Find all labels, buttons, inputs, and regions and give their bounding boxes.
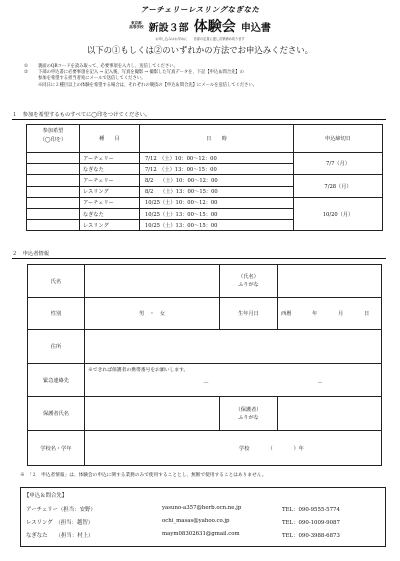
guardian-row	[28, 397, 382, 431]
datetime-cell: 7/12 （土）10：00～12：00	[140, 153, 294, 164]
event-cell: レスリング	[80, 186, 140, 197]
participation-cell[interactable]	[27, 153, 80, 164]
participation-cell[interactable]	[27, 220, 80, 231]
event-title: 体験会	[193, 19, 236, 35]
header-datetime: 日 時	[140, 125, 294, 153]
note-text: 下部の申込書に必要事項を記入 → 記入後、写真を撮影 → 撮影した写真データを、下記【申込＆問合先】の	[38, 70, 245, 76]
note-item	[24, 83, 384, 89]
birth-input[interactable]: 西暦 年 月 日	[278, 298, 382, 330]
event-cell: アーチェリー	[80, 175, 140, 186]
note-number	[24, 83, 38, 89]
schedule-header-row	[27, 125, 383, 153]
header-participation-text: 参加希望 （◯印を）	[39, 128, 67, 143]
header-deadline: 申込締切日	[294, 125, 383, 153]
note-text: 参加を希望する担当者宛にメールで送信してください。	[38, 76, 146, 82]
event-cell: なぎなた	[80, 208, 140, 219]
contact-title: 【申込＆問合先】	[24, 493, 68, 499]
contact-dept: アーチェリー（担当：安野）	[26, 507, 96, 513]
gender-label: 性別	[28, 298, 85, 330]
header-participation	[27, 125, 80, 153]
note-text: 裏面のQRコードを読み取って、必要事項を入力し、送信してください。	[38, 64, 178, 69]
section1-title: １ 参加を希望するものすべてに◯印をつけてください。	[12, 112, 151, 118]
participation-cell[interactable]	[27, 208, 80, 219]
contact-tel[interactable]: TEL：090-3988-6873	[282, 533, 340, 539]
form-type-label: 申込書	[240, 23, 271, 34]
instruction-notes	[24, 64, 384, 89]
name-kana-input[interactable]	[278, 265, 382, 298]
datetime-cell: 8/2 （土）10：00～12：00	[140, 175, 294, 186]
name-row	[28, 265, 382, 298]
school-tag-top: 東京都	[130, 20, 142, 25]
name-kana-label-2: ふりがな	[238, 282, 259, 288]
contact-tel[interactable]: TEL：090-1009-9087	[282, 520, 340, 526]
table-row	[27, 153, 383, 164]
table-row	[27, 197, 383, 208]
address-row	[28, 330, 382, 364]
deadline-cell: 10/20（月）	[294, 197, 383, 231]
applicant-table	[27, 264, 382, 466]
club-names: アーチェリーレスリングなぎなた	[140, 5, 260, 14]
contact-row	[26, 531, 382, 542]
datetime-cell: 10/25（土）13：00～15：00	[140, 208, 294, 219]
contact-row	[26, 505, 382, 516]
event-cell: レスリング	[80, 220, 140, 231]
name-kana-label	[220, 265, 278, 298]
note-text: ※同日に２種目以上の体験を希望する場合は、それぞれの競技の【申込＆問合先】にメールを送信してください。	[38, 82, 258, 88]
guardian-kana-label-2: ふりがな	[238, 414, 259, 421]
datetime-cell: 10/25（土）13：00～15：00	[140, 220, 294, 231]
guardian-label: 保護者氏名	[28, 397, 85, 431]
name-label: 氏名	[28, 265, 85, 298]
section2-rule	[12, 258, 386, 259]
gender-options[interactable]: 男 ・ 女	[85, 298, 220, 330]
school-tag	[129, 21, 143, 29]
birth-label: 生年月日	[220, 298, 278, 330]
participation-cell[interactable]	[27, 197, 80, 208]
table-row	[27, 175, 383, 186]
school-input[interactable]: 学校 （ ）年	[85, 431, 382, 466]
event-cell: アーチェリー	[80, 197, 140, 208]
contact-box	[20, 487, 386, 547]
emergency-dash-1: －	[203, 380, 210, 387]
title-line	[0, 16, 400, 36]
section2-title: ２ 申込者情報	[12, 251, 50, 257]
contact-email[interactable]: ochi_masas@yahoo.co.jp	[162, 518, 230, 524]
event-cell: アーチェリー	[80, 153, 140, 164]
address-label: 住所	[28, 330, 85, 364]
contact-row	[26, 518, 382, 529]
form-header	[0, 4, 400, 41]
school-tag-bottom: 高等学校	[129, 25, 144, 29]
contact-tel[interactable]: TEL：090-9555-5774	[282, 507, 340, 513]
header-event: 種 目	[80, 125, 140, 153]
section1-rule	[12, 119, 386, 120]
contact-dept: なぎなた （担当：村上）	[26, 533, 94, 539]
contact-email[interactable]: maym08302631@gmail.com	[162, 531, 240, 537]
participation-cell[interactable]	[27, 175, 80, 186]
note-number: ②	[24, 70, 28, 76]
instruction-lead: 以下の①もしくは②のいずれかの方法でお申込みください。	[86, 45, 314, 55]
participation-cell[interactable]	[27, 186, 80, 197]
school-label: 学校名・学年	[28, 431, 85, 466]
address-input[interactable]	[85, 330, 382, 364]
datetime-cell: 10/25（土）10：00～12：00	[140, 197, 294, 208]
name-kana-label-1: （氏名）	[238, 274, 259, 280]
emergency-input[interactable]	[85, 364, 382, 397]
datetime-cell: 8/2 （土）13：00～15：00	[140, 186, 294, 197]
event-cell: なぎなた	[80, 164, 140, 175]
deadline-cell: 7/7（月）	[294, 153, 383, 175]
note-number: ①	[24, 64, 28, 69]
emergency-dash-2: －	[317, 380, 324, 387]
contact-dept: レスリング （担当：越智）	[26, 520, 94, 526]
deadline-cell: 7/28（月）	[294, 175, 383, 197]
schedule-table	[26, 124, 383, 231]
gender-row	[28, 298, 382, 330]
emergency-label: 緊急連絡先	[28, 364, 85, 397]
participation-cell[interactable]	[27, 164, 80, 175]
new-label: 新設３部	[148, 23, 189, 34]
guardian-kana-label	[220, 397, 278, 431]
contact-email[interactable]: yasuno-a357@herb.ocn.ne.jp	[162, 505, 242, 511]
privacy-footnote: ※ 「２ 申込者情報」は、体験会の申込に関する業務のみで使用することとし、無断で使用することはありません。	[20, 473, 267, 478]
guardian-kana-input[interactable]	[278, 397, 382, 431]
emergency-note: ※できれば保護者の携帯番号をお願いします。	[88, 368, 189, 373]
emergency-row	[28, 364, 382, 397]
guardian-input[interactable]	[85, 397, 220, 431]
name-input[interactable]	[85, 265, 220, 298]
datetime-cell: 7/12 （土）13：00～15：00	[140, 164, 294, 175]
guardian-kana-label-1: （保護者）	[235, 406, 262, 413]
header-subline: お申し込みはお早めに 各部の定員に達し次第締め切ります	[155, 37, 245, 41]
school-row	[28, 431, 382, 466]
